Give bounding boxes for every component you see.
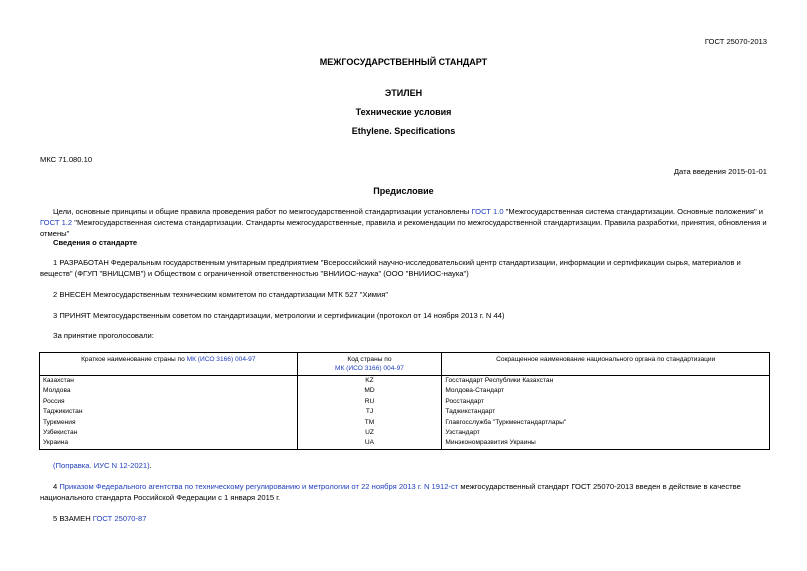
column-header-code [297, 353, 442, 376]
country-cell: Россия [40, 397, 298, 407]
country-cell: Туркмения [40, 418, 298, 428]
mks-code: МКС 71.080.10 [40, 155, 93, 164]
item-4-number: 4 [53, 482, 60, 491]
voting-countries-table [39, 352, 770, 450]
foreword-text-c: "Межгосударственная система стандартизации. Стандарты межгосударственные, правила и рекомендации по межгосударственной стандартизации. Правила разработки, принятия, обновления и отмены" [40, 218, 767, 238]
foreword-paragraph [40, 206, 770, 239]
country-cell: Таджикистан [40, 407, 298, 417]
standards-body-cell: Молдова-Стандарт [442, 386, 770, 396]
document-subtitle: Технические условия [355, 107, 452, 117]
about-standard-heading: Сведения о стандарте [53, 238, 138, 247]
table-row [40, 428, 770, 438]
table-row [40, 407, 770, 417]
country-cell: Молдова [40, 386, 298, 396]
gost-25070-87-link[interactable]: ГОСТ 25070-87 [92, 514, 147, 523]
item-4-text: межгосударственный стандарт ГОСТ 25070-2013 введен в действие в качестве национального стандарта Российской Федерации с 1 января 2015 г. [40, 482, 741, 502]
code-cell: RU [297, 397, 442, 407]
item-4-enacted [40, 481, 770, 503]
item-2-submitted-by: 2 ВНЕСЕН Межгосударственным техническим комитетом по стандартизации МТК 527 "Химия" [53, 290, 389, 299]
gost-1-2-link[interactable]: ГОСТ 1.2 [40, 218, 73, 227]
column-header-code-text: Код страны по [347, 356, 392, 363]
code-cell: KZ [297, 376, 442, 387]
foreword-heading: Предисловие [373, 186, 434, 196]
table-row [40, 376, 770, 387]
voted-label: За принятие проголосовали: [53, 331, 154, 340]
english-title: Ethylene. Specifications [351, 126, 456, 136]
foreword-text-a: Цели, основные принципы и общие правила проведения работ по межгосударственной стандартизации установлены [53, 207, 472, 216]
code-cell: TJ [297, 407, 442, 417]
code-cell: MD [297, 386, 442, 396]
table-row [40, 397, 770, 407]
standards-body-cell: Госстандарт Республики Казахстан [442, 376, 770, 387]
column-header-country [40, 353, 298, 376]
mk-iso-3166-code-link[interactable]: МК (ИСО 3166) 004-97 [335, 365, 404, 372]
mk-iso-3166-link[interactable]: МК (ИСО 3166) 004-97 [186, 356, 256, 363]
foreword-text-b: "Межгосударственная система стандартизации. Основные положения" и [503, 207, 764, 216]
introduction-date: Дата введения 2015-01-01 [673, 167, 767, 176]
item-5-text: 5 ВЗАМЕН [53, 514, 93, 523]
column-header-country-text: Краткое наименование страны по [81, 356, 187, 363]
item-1-developed-by: 1 РАЗРАБОТАН Федеральным государственным унитарным предприятием "Всероссийский научно-исследовательский центр стандартизации, информации и сертификации сырья, материалов и веществ" (ФГУП "ВНИЦСМВ") и Обществом с ограниченной ответственностью "ВНИИОС-наука" (ООО "ВНИИОС-наука") [40, 258, 741, 278]
country-cell: Узбекистан [40, 428, 298, 438]
table-row [40, 418, 770, 428]
table-row [40, 386, 770, 396]
document-title: ЭТИЛЕН [384, 88, 423, 98]
code-cell: UZ [297, 428, 442, 438]
amendment-note [40, 460, 770, 471]
country-cell: Казахстан [40, 376, 298, 387]
item-3-adopted-by: 3 ПРИНЯТ Межгосударственным советом по стандартизации, метрологии и сертификации (протокол от 14 ноября 2013 г. N 44) [53, 311, 505, 320]
column-header-body: Сокращенное наименование национального органа по стандартизации [442, 353, 770, 376]
amendment-tail: . [149, 461, 152, 470]
item-5-replaces [40, 513, 770, 524]
code-cell: TM [297, 418, 442, 428]
rosstandart-order-link[interactable]: Приказом Федерального агентства по техническому регулированию и метрологии от 22 ноября 2013 г. N 1912-ст [59, 482, 459, 491]
table-row [40, 438, 770, 449]
country-cell: Украина [40, 438, 298, 449]
standards-body-cell: Росстандарт [442, 397, 770, 407]
amendment-link[interactable]: (Поправка. ИУС N 12-2021) [53, 461, 150, 470]
standards-body-cell: Таджикстандарт [442, 407, 770, 417]
standards-body-cell: Минэкономразвития Украины [442, 438, 770, 449]
standards-body-cell: Главгосслужба "Туркменстандартлары" [442, 418, 770, 428]
gost-1-0-link[interactable]: ГОСТ 1.0 [471, 207, 504, 216]
table-header-row [40, 353, 770, 376]
standard-type: МЕЖГОСУДАРСТВЕННЫЙ СТАНДАРТ [319, 57, 488, 67]
code-cell: UA [297, 438, 442, 449]
standards-body-cell: Узстандарт [442, 428, 770, 438]
document-number: ГОСТ 25070-2013 [704, 37, 767, 46]
